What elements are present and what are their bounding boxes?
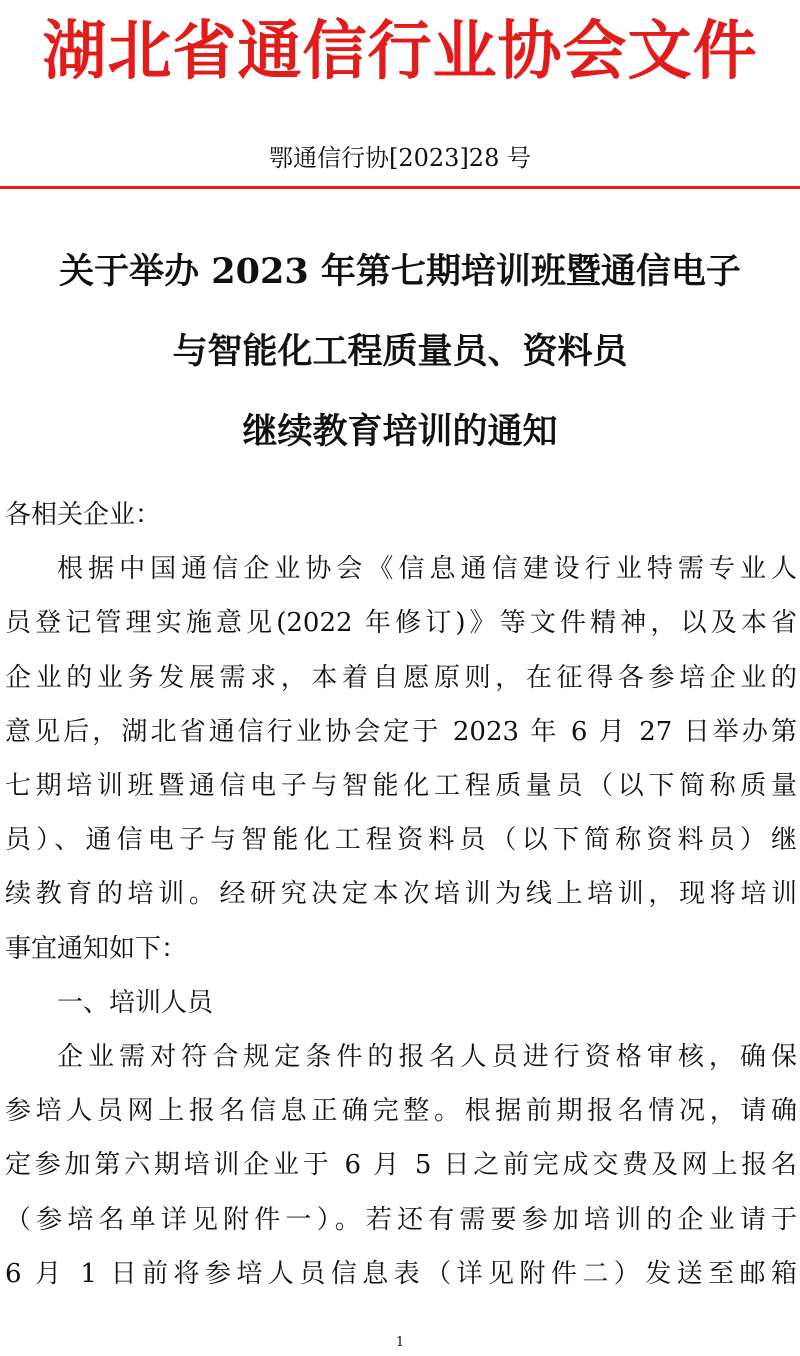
org-header-title: 湖北省通信行业协会文件: [42, 15, 758, 89]
title-line-3: 继续教育培训的通知: [242, 411, 558, 452]
paragraph-line: 七期培训班暨通信电子与智能化工程质量员（以下简称质量: [5, 771, 797, 802]
title-line-1: 关于举办 2023 年第七期培训班暨通信电子: [59, 251, 741, 292]
paragraph-line: 根据中国通信企业协会《信息通信建设行业特需专业人: [57, 554, 797, 585]
paragraph-line: 事宜通知如下：: [5, 933, 188, 964]
paragraph-line: 续教育的培训。经研究决定本次培训为线上培训，现将培训: [5, 879, 797, 910]
document-body: [5, 488, 797, 1301]
red-divider-line: [0, 186, 800, 189]
paragraph-line: 企业需对符合规定条件的报名人员进行资格审核，确保: [57, 1042, 797, 1073]
paragraph-line: 参培人员网上报名信息正确完整。根据前期报名情况，请确: [5, 1096, 797, 1127]
paragraph-line: 员）、通信电子与智能化工程资料员（以下简称资料员）继: [5, 825, 797, 856]
paragraph-line: 6 月 1 日前将参培人员信息表（详见附件二）发送至邮箱: [5, 1258, 797, 1289]
section-heading: 一、培训人员: [57, 987, 214, 1018]
paragraph-line: 员登记管理实施意见(2022 年修订)》等文件精神，以及本省: [5, 608, 797, 639]
paragraph-line: （参培名单详见附件一）。若还有需要参加培训的企业请于: [5, 1204, 797, 1235]
salutation: 各相关企业：: [5, 500, 162, 530]
page-number: 1: [395, 1335, 405, 1350]
paragraph-line: 意见后，湖北省通信行业协会定于 2023 年 6 月 27 日举办第: [5, 716, 797, 747]
document-title: [0, 232, 800, 472]
paragraph-line: 定参加第六期培训企业于 6 月 5 日之前完成交费及网上报名: [5, 1150, 797, 1181]
document-number: 鄂通信行协[2023]28 号: [269, 144, 531, 172]
title-line-2: 与智能化工程质量员、资料员: [172, 331, 628, 372]
paragraph-line: 企业的业务发展需求，本着自愿原则，在征得各参培企业的: [5, 662, 797, 693]
